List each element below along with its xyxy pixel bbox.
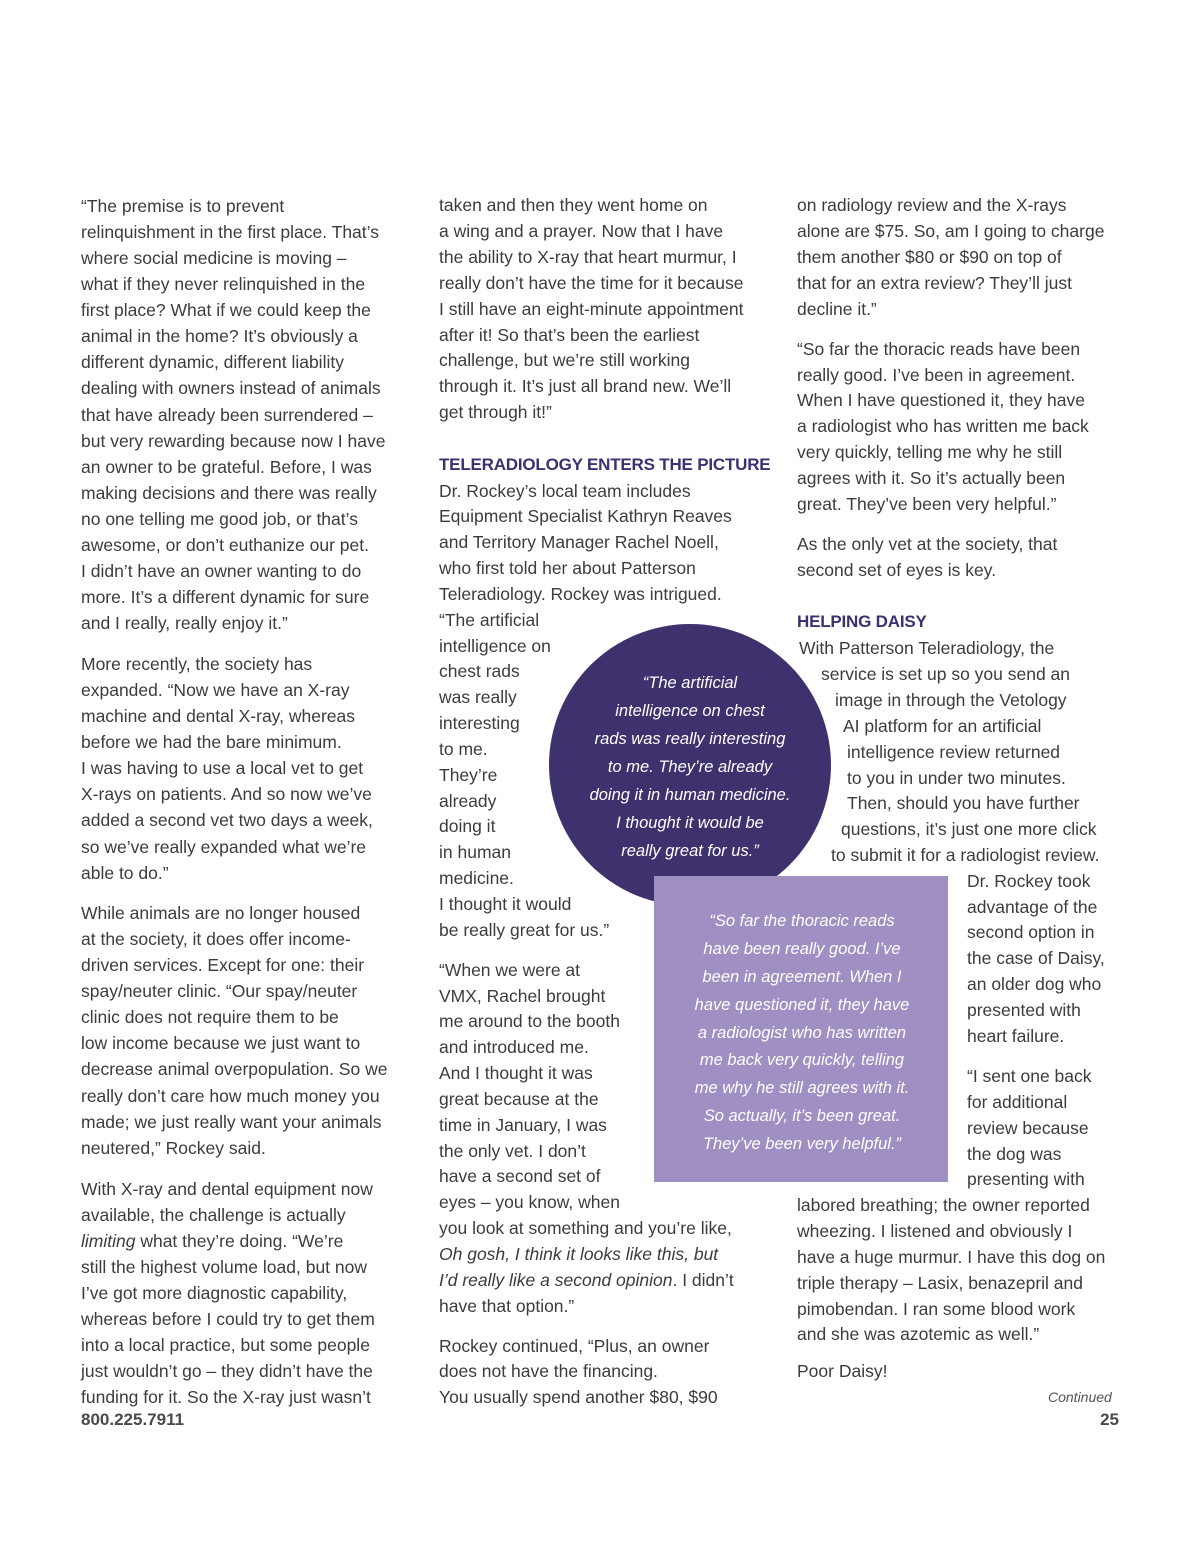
text-line: making decisions and there was really bbox=[81, 483, 377, 503]
text-line: VMX, Rachel brought bbox=[439, 986, 606, 1006]
text-line: get through it!” bbox=[439, 402, 552, 422]
text-line: an older dog who bbox=[967, 974, 1102, 994]
text-line: machine and dental X-ray, whereas bbox=[81, 706, 355, 726]
text-line: and she was azotemic as well.” bbox=[797, 1324, 1040, 1344]
emphasis: Oh gosh, I think it looks like this, but bbox=[439, 1244, 719, 1264]
text-line: able to do.” bbox=[81, 863, 169, 883]
text-line: the ability to X-ray that heart murmur, I bbox=[439, 247, 737, 267]
quote-line: really great for us.” bbox=[621, 842, 759, 860]
section-heading: TELERADIOLOGY ENTERS THE PICTURE bbox=[439, 455, 771, 474]
text-line: heart failure. bbox=[967, 1026, 1065, 1046]
quote-line: intelligence on chest bbox=[615, 702, 765, 720]
text-line: to you in under two minutes. bbox=[847, 768, 1066, 788]
text-line: really don’t care how much money you bbox=[81, 1086, 380, 1106]
text-line: them another $80 or $90 on top of bbox=[797, 247, 1062, 267]
text-line: neutered,” Rockey said. bbox=[81, 1138, 266, 1158]
text-line: challenge, but we’re still working bbox=[439, 350, 690, 370]
text-line: made; we just really want your animals bbox=[81, 1112, 382, 1132]
text-line: at the society, it does offer income- bbox=[81, 929, 351, 949]
text-line: dealing with owners instead of animals bbox=[81, 378, 381, 398]
text-line: the only vet. I don’t bbox=[439, 1141, 586, 1161]
text-line: presented with bbox=[967, 1000, 1081, 1020]
text-line: animal in the home? It’s obviously a bbox=[81, 326, 358, 346]
text-line: review because bbox=[967, 1118, 1089, 1138]
text-line: I still have an eight-minute appointment bbox=[439, 299, 744, 319]
quote-line: They’ve been very helpful.” bbox=[702, 1135, 902, 1153]
text-line: agrees with it. So it’s actually been bbox=[797, 468, 1066, 488]
text-line: eyes – you know, when bbox=[439, 1192, 620, 1212]
text-line: that have already been surrendered – bbox=[81, 405, 373, 425]
quote-line: me back very quickly, telling bbox=[699, 1051, 905, 1069]
text-line: a wing and a prayer. Now that I have bbox=[439, 221, 724, 241]
text-line: decrease animal overpopulation. So we bbox=[81, 1059, 388, 1079]
text-line: very quickly, telling me why he still bbox=[797, 442, 1063, 462]
text-line: With Patterson Teleradiology, the bbox=[799, 638, 1055, 658]
text-line: I thought it would bbox=[439, 894, 572, 914]
text-line: already bbox=[439, 791, 497, 811]
text-line: intelligence on bbox=[439, 636, 551, 656]
text-line: image in through the Vetology bbox=[835, 690, 1067, 710]
text-line: and I really, really enjoy it.” bbox=[81, 613, 288, 633]
text-line: on radiology review and the X-rays bbox=[797, 195, 1067, 215]
text-line: and Territory Manager Rachel Noell, bbox=[439, 532, 719, 552]
text-line: “So far the thoracic reads have been bbox=[797, 339, 1081, 359]
quote-line: rads was really interesting bbox=[594, 730, 786, 748]
text-line: me around to the booth bbox=[439, 1011, 620, 1031]
text-line: the dog was bbox=[967, 1144, 1062, 1164]
text-line: really good. I’ve been in agreement. bbox=[797, 365, 1076, 385]
text-line: pimobendan. I ran some blood work bbox=[797, 1299, 1076, 1319]
text-line: in human bbox=[439, 842, 511, 862]
text-line: added a second vet two days a week, bbox=[81, 810, 373, 830]
quote-line: doing it in human medicine. bbox=[589, 786, 791, 804]
text-line: that for an extra review? They’ll just bbox=[797, 273, 1072, 293]
text-line: was really bbox=[439, 687, 517, 707]
text-line: Equipment Specialist Kathryn Reaves bbox=[439, 506, 732, 526]
text-line: Rockey continued, “Plus, an owner bbox=[439, 1336, 710, 1356]
page-number: 25 bbox=[1100, 1410, 1119, 1429]
text-line: advantage of the bbox=[967, 897, 1098, 917]
text-line: have that option.” bbox=[439, 1296, 575, 1316]
text-line: I was having to use a local vet to get bbox=[81, 758, 364, 778]
text-line: medicine. bbox=[439, 868, 514, 888]
text-line: Dr. Rockey took bbox=[967, 871, 1091, 891]
text-line: More recently, the society has bbox=[81, 654, 313, 674]
text-line: through it. It’s just all brand new. We’ll bbox=[439, 376, 732, 396]
emphasis: limiting bbox=[81, 1231, 136, 1251]
text-line: a radiologist who has written me back bbox=[797, 416, 1089, 436]
text-line: more. It’s a different dynamic for sure bbox=[81, 587, 370, 607]
continued-label: Continued bbox=[1048, 1389, 1112, 1405]
text-line: Poor Daisy! bbox=[797, 1361, 888, 1381]
text-line: interesting bbox=[439, 713, 520, 733]
text-line: expanded. “Now we have an X-ray bbox=[81, 680, 350, 700]
text-line: wheezing. I listened and obviously I bbox=[797, 1221, 1073, 1241]
text-line: And I thought it was bbox=[439, 1063, 593, 1083]
text-line: you look at something and you’re like, bbox=[439, 1218, 732, 1238]
footer-phone: 800.225.7911 bbox=[81, 1410, 185, 1429]
text-line: alone are $75. So, am I going to charge bbox=[797, 221, 1105, 241]
text-line: into a local practice, but some people bbox=[81, 1335, 370, 1355]
text-line bbox=[439, 1267, 734, 1293]
text-line: funding for it. So the X-ray just wasn’t bbox=[81, 1387, 371, 1407]
text-line: second option in bbox=[967, 922, 1095, 942]
text-line: really don’t have the time for it because bbox=[439, 273, 744, 293]
text-span: what they’re doing. “We’re bbox=[135, 1231, 344, 1251]
text-line: Teleradiology. Rockey was intrigued. bbox=[439, 584, 722, 604]
text-line: I’ve got more diagnostic capability, bbox=[81, 1283, 348, 1303]
quote-line: have been really good. I’ve bbox=[703, 940, 901, 958]
quote-line: a radiologist who has written bbox=[697, 1024, 907, 1042]
text-line: labored breathing; the owner reported bbox=[797, 1195, 1090, 1215]
text-line bbox=[439, 1241, 718, 1267]
text-line: where social medicine is moving – bbox=[81, 248, 347, 268]
text-line: intelligence review returned bbox=[847, 742, 1061, 762]
text-line: be really great for us.” bbox=[439, 920, 610, 940]
text-line: what if they never relinquished in the bbox=[81, 274, 366, 294]
text-line: low income because we just want to bbox=[81, 1033, 361, 1053]
quote-line: me why he still agrees with it. bbox=[694, 1079, 910, 1097]
emphasis: I’d really like a second opinion bbox=[439, 1270, 673, 1290]
text-line: “The artificial bbox=[439, 610, 540, 630]
text-line: have a huge murmur. I have this dog on bbox=[797, 1247, 1106, 1267]
text-line: Dr. Rockey’s local team includes bbox=[439, 481, 691, 501]
text-line: different dynamic, different liability bbox=[81, 352, 344, 372]
text-line: driven services. Except for one: their bbox=[81, 955, 365, 975]
text-line: Then, should you have further bbox=[847, 793, 1080, 813]
text-line: “The premise is to prevent bbox=[81, 196, 285, 216]
text-line: still the highest volume load, but now bbox=[81, 1257, 367, 1277]
text-line: so we’ve really expanded what we’re bbox=[81, 837, 367, 857]
quote-line: have questioned it, they have bbox=[694, 996, 910, 1014]
text-line: does not have the financing. bbox=[439, 1361, 658, 1381]
text-line: the case of Daisy, bbox=[967, 948, 1105, 968]
text-line: taken and then they went home on bbox=[439, 195, 708, 215]
quote-line: So actually, it’s been great. bbox=[703, 1107, 901, 1125]
text-line: an owner to be grateful. Before, I was bbox=[81, 457, 372, 477]
text-line: whereas before I could try to get them bbox=[81, 1309, 375, 1329]
text-line: first place? What if we could keep the bbox=[81, 300, 371, 320]
text-line: available, the challenge is actually bbox=[81, 1205, 346, 1225]
text-line: and introduced me. bbox=[439, 1037, 589, 1057]
text-line: presenting with bbox=[967, 1169, 1085, 1189]
text-line: relinquishment in the first place. That’s bbox=[81, 222, 379, 242]
text-line: X-rays on patients. And so now we’ve bbox=[81, 784, 372, 804]
text-line: for additional bbox=[967, 1092, 1068, 1112]
text-line: to me. bbox=[439, 739, 488, 759]
text-line: no one telling me good job, or that’s bbox=[81, 509, 358, 529]
text-span: . I didn’t bbox=[672, 1270, 734, 1290]
text-line: great because at the bbox=[439, 1089, 599, 1109]
section-heading: HELPING DAISY bbox=[797, 612, 927, 631]
quote-line: “The artificial bbox=[642, 674, 738, 692]
quote-line: been in agreement. When I bbox=[702, 968, 902, 986]
text-line: great. They’ve been very helpful.” bbox=[797, 494, 1057, 514]
text-line bbox=[81, 1228, 343, 1254]
text-line: just wouldn’t go – they didn’t have the bbox=[81, 1361, 373, 1381]
text-line: but very rewarding because now I have bbox=[81, 431, 386, 451]
text-line: after it! So that’s been the earliest bbox=[439, 325, 700, 345]
text-line: awesome, or don’t euthanize our pet. bbox=[81, 535, 369, 555]
text-line: time in January, I was bbox=[439, 1115, 607, 1135]
text-line: They’re bbox=[439, 765, 498, 785]
text-line: questions, it’s just one more click bbox=[841, 819, 1097, 839]
text-line: have a second set of bbox=[439, 1166, 601, 1186]
text-line: spay/neuter clinic. “Our spay/neuter bbox=[81, 981, 358, 1001]
text-line: “I sent one back bbox=[967, 1066, 1092, 1086]
text-line: You usually spend another $80, $90 bbox=[439, 1387, 718, 1407]
text-line: doing it bbox=[439, 816, 496, 836]
text-line: AI platform for an artificial bbox=[843, 716, 1042, 736]
text-line: clinic does not require them to be bbox=[81, 1007, 339, 1027]
text-line: While animals are no longer housed bbox=[81, 903, 361, 923]
text-line: As the only vet at the society, that bbox=[797, 534, 1058, 554]
text-line: I didn’t have an owner wanting to do bbox=[81, 561, 362, 581]
text-line: decline it.” bbox=[797, 299, 877, 319]
text-line: “When we were at bbox=[439, 960, 581, 980]
quote-line: “So far the thoracic reads bbox=[709, 912, 895, 930]
text-line: service is set up so you send an bbox=[821, 664, 1071, 684]
text-line: before we had the bare minimum. bbox=[81, 732, 342, 752]
quote-line: I thought it would be bbox=[616, 814, 764, 832]
quote-line: to me. They’re already bbox=[607, 758, 773, 776]
text-line: triple therapy – Lasix, benazepril and bbox=[797, 1273, 1084, 1293]
text-line: to submit it for a radiologist review. bbox=[831, 845, 1100, 865]
text-line: When I have questioned it, they have bbox=[797, 390, 1085, 410]
text-line: chest rads bbox=[439, 661, 520, 681]
text-line: With X-ray and dental equipment now bbox=[81, 1179, 373, 1199]
text-line: who first told her about Patterson bbox=[439, 558, 696, 578]
text-line: second set of eyes is key. bbox=[797, 560, 997, 580]
